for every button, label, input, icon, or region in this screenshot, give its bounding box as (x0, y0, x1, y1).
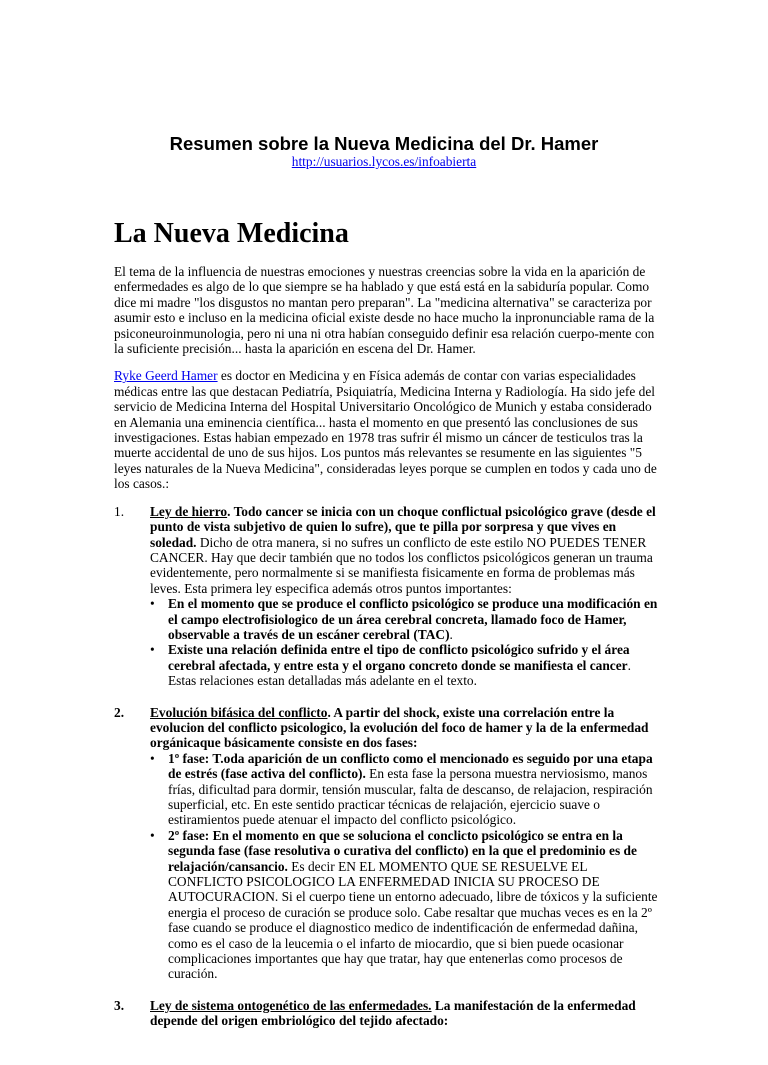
laws-list (114, 504, 662, 1029)
bullet-icon: • (150, 596, 155, 612)
bullet-item (150, 828, 662, 982)
document-title: Resumen sobre la Nueva Medicina del Dr. Hamer (169, 133, 599, 154)
bullet-item (150, 642, 662, 688)
law-item (114, 504, 662, 689)
hamer-link[interactable]: Ryke Geerd Hamer (114, 368, 218, 384)
law-bold: . A partir del shock, existe una correlación entre la evolucion del conflicto psicologico, la evolución del foco de hamer y la de la enfermedad orgánicaque básicamente consiste en dos fases: (150, 704, 649, 751)
law-title: Ley de sistema ontogenético de las enfermedades. (150, 997, 432, 1013)
hamer-paragraph (114, 368, 662, 491)
bullet-bold: 1º fase: T.oda aparición de un conflicto como el mencionado es seguido por una etapa de estrés (fase activa del conflicto). (168, 750, 653, 782)
source-line (0, 154, 768, 170)
law-number: 2. (114, 704, 125, 720)
bullet-item (150, 751, 662, 828)
intro-paragraph: El tema de la influencia de nuestras emociones y nuestras creencias sobre la vida en la aparición de enfermedades es algo de lo que siempre se ha hablado y que está está en la sabiduría popular. Como dice mi madre "los disgustos no mantan pero preparan". La "medicina alternativa" se caracteriza por asumir esto e incluso en la medicina oficial existe desde no hace mucho la inpronunciable rama de la psiconeuroinmunologia, pero ni una ni otra habían conseguido definir esa relación cuerpo-mente con la suficiente precisión... hasta la aparición en escena del Dr. Hamer. (114, 264, 655, 357)
bullet-icon: • (150, 827, 155, 843)
bullet-icon: • (150, 642, 155, 658)
law-number: 1. (114, 503, 125, 519)
bullet-bold: En el momento que se produce el conflicto psicológico se produce una modificación en el campo electrofisiologico de un área cerebral concreta, llamado foco de Hamer, observable a través de un escáner cerebral (TAC) (168, 596, 658, 642)
law-item (114, 705, 662, 982)
law-item (114, 998, 662, 1029)
section-heading: La Nueva Medicina (114, 218, 349, 249)
bullet-icon: • (150, 750, 155, 766)
law-number: 3. (114, 997, 125, 1013)
bullet-bold: 2º fase: En el momento en que se soluciona el conclicto psicológico se entra en la segunda fase (fase resolutiva o curativa del conflicto) en la que el predominio es de relajación/cansancio. (168, 827, 637, 874)
law-bold: . Todo cancer se inicia con un choque conflictual psicológico grave (desde el punto de vista subjetivo de quien lo sufre), que te pilla por sorpresa y que vives en soledad. (150, 503, 656, 550)
law-title: Ley de hierro (150, 503, 228, 519)
law-bold: La manifestación de la enfermedad depende del origen embriológico del tejido afectado: (150, 997, 636, 1029)
bullet-text: . (449, 626, 453, 642)
source-link[interactable]: http://usuarios.lycos.es/infoabierta (291, 154, 477, 169)
bullet-text: En esta fase la persona muestra nerviosismo, manos frías, dificultad para dormir, tensión muscular, falta de descanso, de relajacion, respiración superficial, etc. En este sentido practicar técnicas de relajación, ejercicio suave o estiramientos puede atenuar el impacto del conflicto psicológico. (168, 766, 653, 828)
bullet-text: . Estas relaciones estan detalladas más adelante en el texto. (168, 657, 631, 689)
law-title: Evolución bifásica del conflicto (150, 704, 328, 720)
bullet-item (150, 596, 662, 642)
bullet-text: Es decir EN EL MOMENTO QUE SE RESUELVE EL CONFLICTO PSICOLOGICO LA ENFERMEDAD INICIA SU PROCESO DE AUTOCURACION. Si el cuerpo tiene un entorno adecuado, libre de tóxicos y la suficiente energia el proceso de curación se produce solo. Cabe resaltar que muchas veces es en la 2º fase cuando se produce el diagnostico medico de indentificación de enfermedad dañina, como es el caso de la leucemia o el infarto de miocardio, que si bien puede ocasionar complicaciones importantes que hay que tratar, hay que entenerlas como procesos de curación. (168, 858, 658, 982)
law-text: Dicho de otra manera, si no sufres un conflicto de este estilo NO PUEDES TENER CANCER. Hay que decir también que no todos los conflictos psicológicos generan un trauma evidentemente, pero normalmente si se manifiesta fisicamente en forma de problemas más leves. Esta primera ley especifica además otros puntos importantes: (150, 534, 653, 596)
hamer-text: es doctor en Medicina y en Física además de contar con varias especialidades médicas entre las que destacan Pediatría, Psiquiatría, Medicina Interna y Radiología. Ha sido jefe del servicio de Medicina Interna del Hospital Universitario Oncológico de Munich y estaba considerado en Alemania una eminencia científica... hasta el momento en que presentó las conclusiones de sus investigaciones. Estas habian empezado en 1978 tras sufrir él mismo un cáncer de testiculos tras la muerte accidental de uno de sus hijos. Los puntos más relevantes se resumente en las siguientes "5 leyes naturales de la Nueva Medicina", consideradas leyes porque se cumplen en todos y cada uno de los casos.: (114, 368, 657, 492)
bullet-bold: Existe una relación definida entre el tipo de conflicto psicológico sufrido y el área cerebral afectada, y entre esta y el organo concreto donde se manifiesta el cancer (168, 642, 630, 673)
